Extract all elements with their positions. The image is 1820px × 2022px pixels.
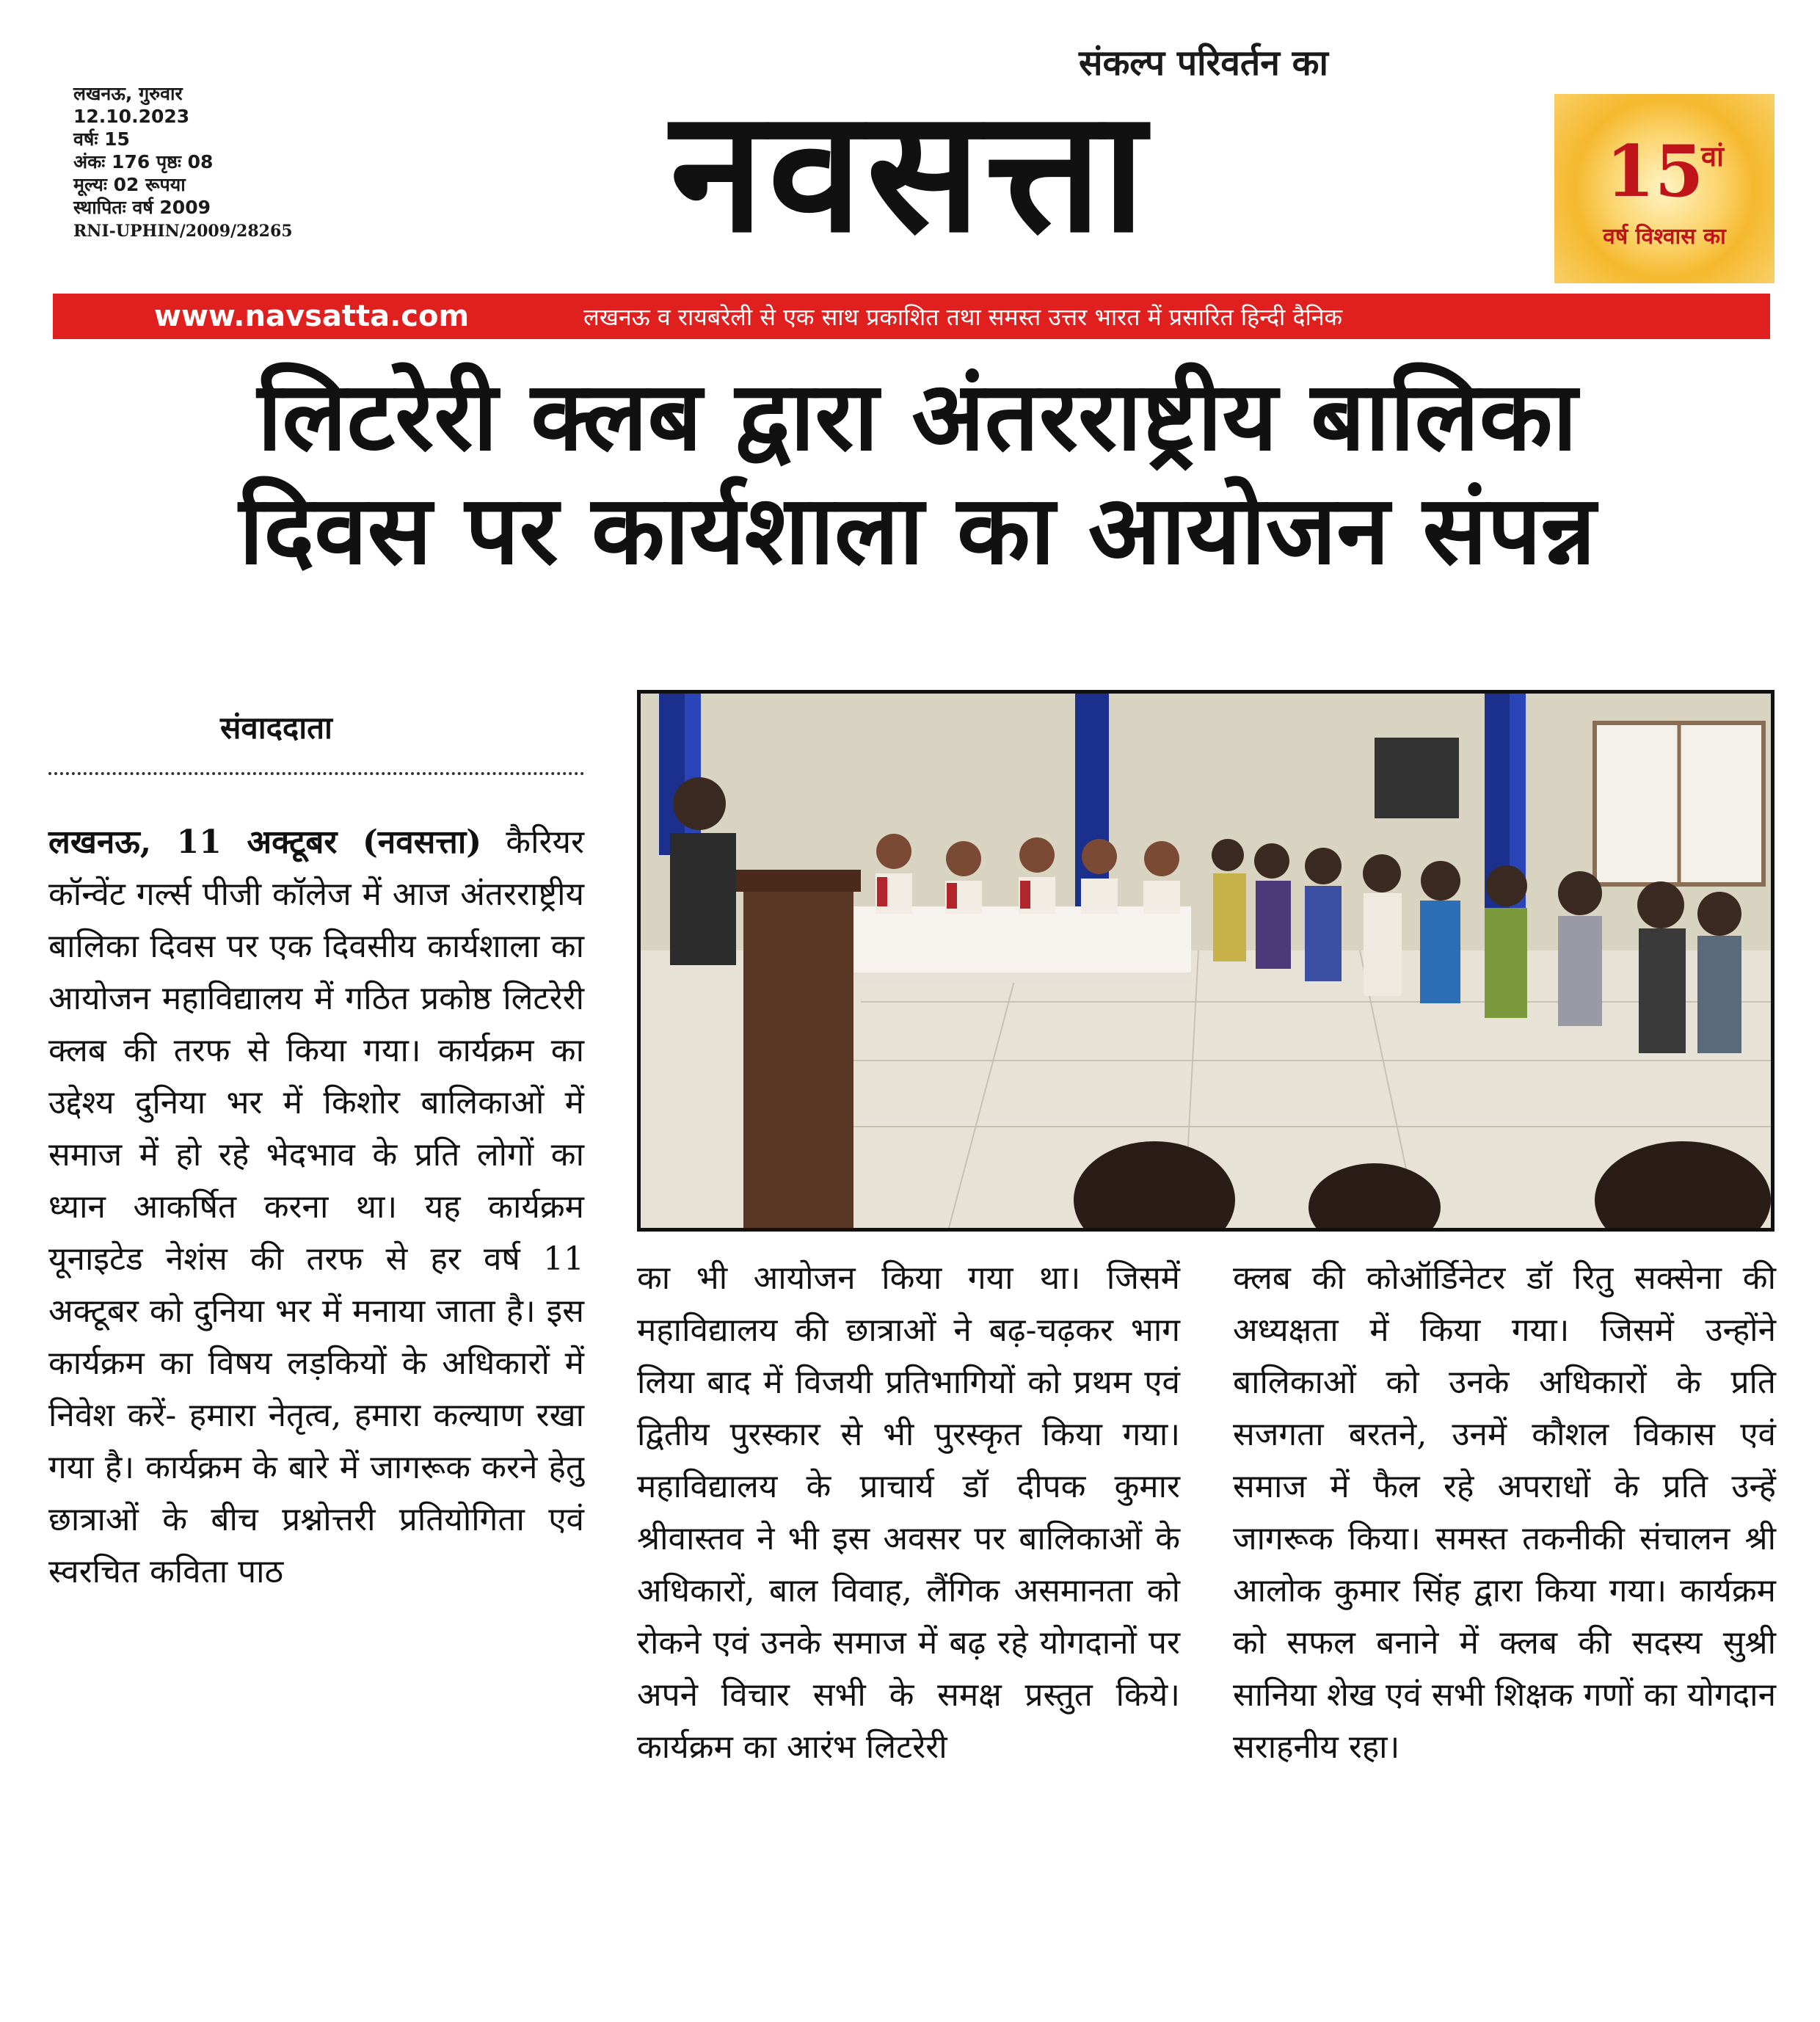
article-column-1-text: कैरियर कॉन्वेंट गर्ल्स पीजी कॉलेज में आज अंतरराष्ट्रीय बालिका दिवस पर एक दिवसीय कार्यशाला का आयोजन महाविद्यालय में गठित प्रकोष्ठ लिटरेरी क्लब की तरफ से किया गया। कार्यक्रम का उद्देश्य दुनिया भर में किशोर बालिकाओं में समाज में हो रहे भेदभाव के प्रति लोगों का ध्यान आकर्षित करना था। यह कार्यक्रम यूनाइटेड नेशंस की तरफ से हर वर्ष 11 अक्टूबर को दुनिया भर में मनाया जाता है। इस कार्यक्रम का विषय लड़कियों के अधिकारों में निवेश करें- हमारा नेतृत्व, हमारा कल्याण रखा गया है। कार्यक्रम के बारे में जागरूक करने हेतु छात्राओं के बीच प्रश्नोत्तरी प्रतियोगिता एवं स्वरचित कविता पाठ [48, 823, 584, 1590]
article-column-2-text: का भी आयोजन किया गया था। जिसमें महाविद्यालय की छात्राओं ने बढ़-चढ़कर भाग लिया बाद में विजयी प्रतिभागियों को प्रथम एवं द्वितीय पुरस्कार से भी पुरस्कृत किया गया। महाविद्यालय के प्राचार्य डॉ दीपक कुमार श्रीवास्तव ने भी इस अवसर पर बालिकाओं के अधिकारों, बाल विवाह, लैंगिक असमानता को रोकने एवं उनके समाज में बढ़ रहे योगदानों पर अपने विचार सभी के समक्ष प्रस्तुत किये। कार्यक्रम का आरंभ लिटरेरी [637, 1259, 1180, 1766]
headline-line-1: लिटरेरी क्लब द्वारा अंतरराष्ट्रीय बालिका [257, 360, 1578, 472]
seal-number: 15 [1606, 130, 1704, 213]
masthead-tagline: संकल्प परिवर्तन का [1079, 43, 1328, 84]
rni-number: RNI-UPHIN/2009/28265 [73, 222, 293, 241]
edition-info [73, 82, 316, 243]
seal-text: वर्ष विश्वास का [1603, 224, 1726, 250]
article-dateline: लखनऊ, 11 अक्टूबर (नवसत्ता) [48, 823, 482, 861]
event-photo [637, 690, 1774, 1232]
headline-line-2: दिवस पर कार्यशाला का आयोजन संपन्न [239, 474, 1596, 586]
edition-date: 12.10.2023 [73, 106, 190, 127]
byline: संवाददाता [220, 710, 332, 746]
article-headline [73, 360, 1761, 587]
article-column-3-text: क्लब की कोऑर्डिनेटर डॉ रितु सक्सेना की अध्यक्षता में किया गया। जिसमें उन्होंने बालिकाओं को उनके अधिकारों के प्रति सजगता बरतने, उनमें कौशल विकास एवं समाज में फैल रहे अपराधों के प्रति उन्हें जागरूक किया। समस्त तकनीकी संचालन श्री आलोक कुमार सिंह द्वारा किया गया। कार्यक्रम को सफल बनाने में क्लब की सदस्य सुश्री सानिया शेख एवं सभी शिक्षक गणों का योगदान सराहनीय रहा। [1233, 1259, 1776, 1766]
newspaper-logo: नवसत्ता [670, 74, 1150, 270]
byline-divider [48, 772, 584, 775]
edition-year: वर्षः 15 [73, 128, 130, 150]
anniversary-seal [1554, 94, 1774, 283]
event-photo-illustration [641, 694, 1771, 1228]
seal-suffix: वां [1701, 140, 1724, 172]
edition-established: स्थापितः वर्ष 2009 [73, 197, 211, 218]
edition-place-day: लखनऊ, गुरुवार [73, 83, 183, 104]
masthead-strip-text: लखनऊ व रायबरेली से एक साथ प्रकाशित तथा समस्त उत्तर भारत में प्रसारित हिन्दी दैनिक [583, 303, 1343, 331]
article-column-3 [1233, 1252, 1776, 1773]
article-column-2 [637, 1252, 1180, 1773]
website-link[interactable]: www.navsatta.com [154, 299, 470, 333]
edition-issue-pages: अंकः 176 पृष्ठः 08 [73, 151, 214, 172]
edition-price: मूल्यः 02 रूपया [73, 174, 186, 195]
article-column-1 [48, 816, 584, 1598]
